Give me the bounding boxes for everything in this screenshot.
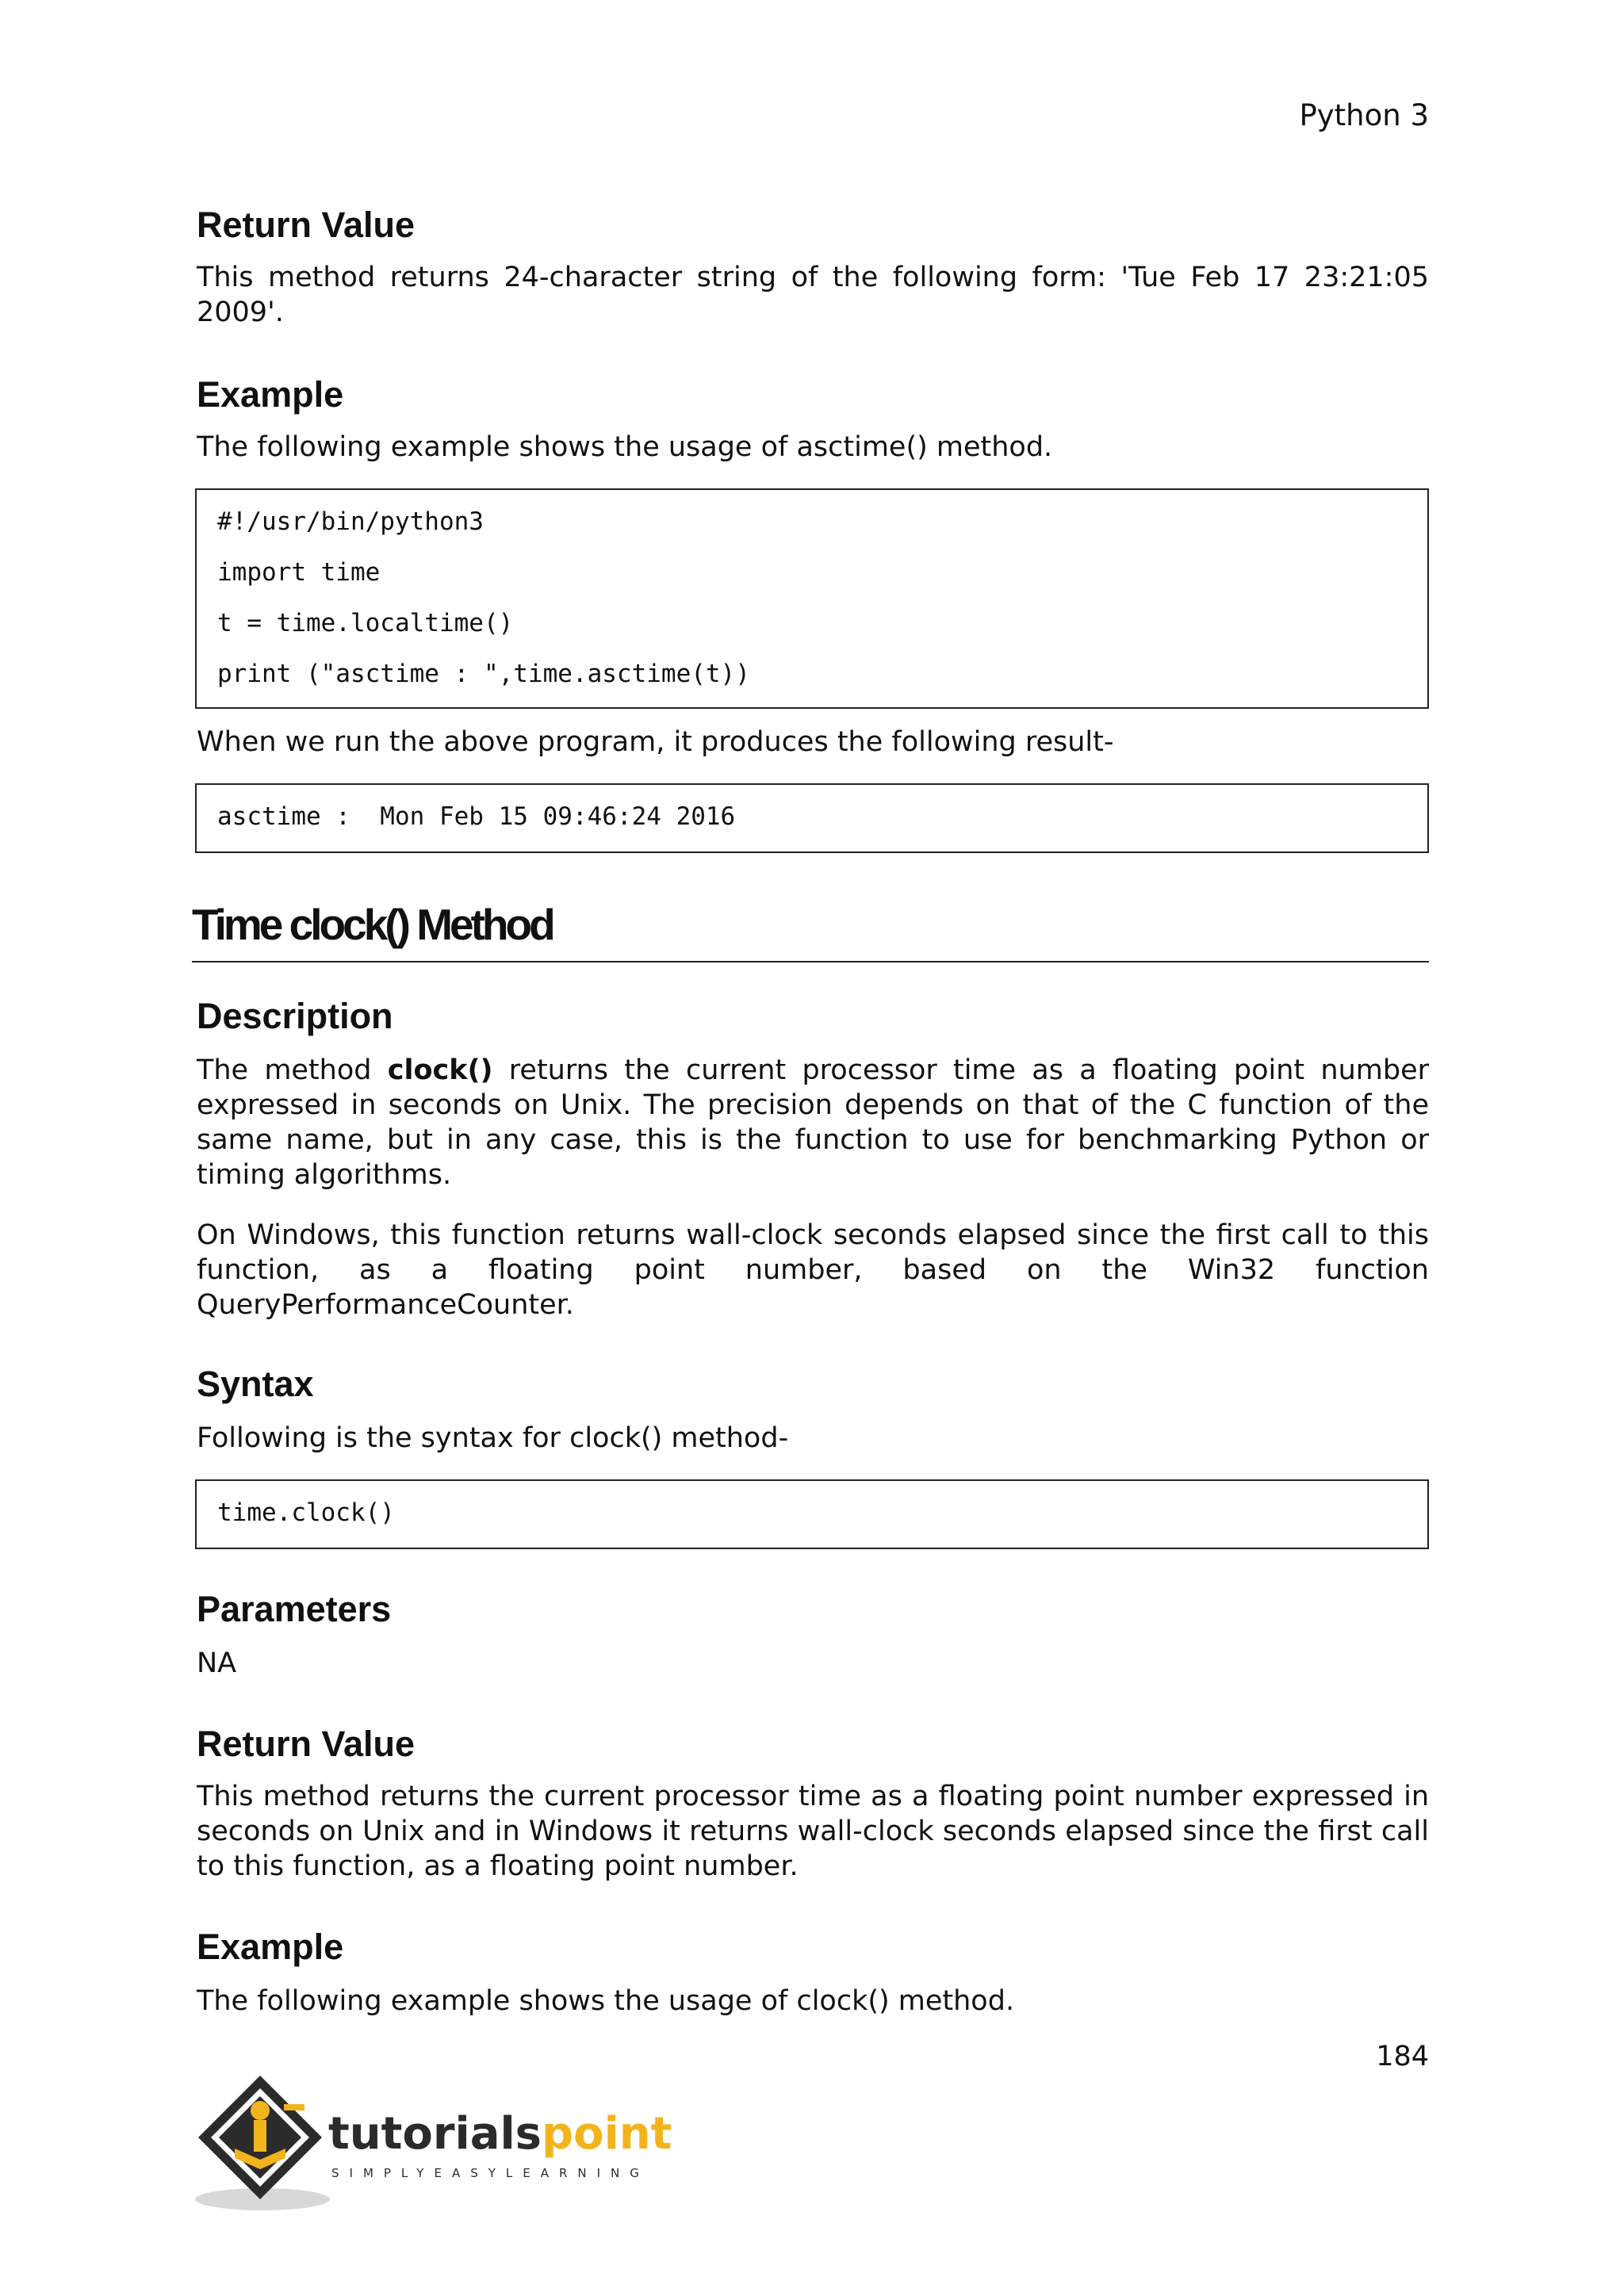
syntax-text: Following is the syntax for clock() method- (197, 1422, 789, 1454)
example-heading: Example (197, 374, 344, 415)
logo-wordmark: tutorialspoint (328, 2108, 672, 2160)
code-line: t = time.localtime() (217, 609, 514, 637)
description-paragraph-2: On Windows, this function returns wall-clock seconds elapsed since the first call to this function, as a floating point number, based on the Win32 function QueryPerformanceCounter. (197, 1219, 1429, 1321)
example-heading-2: Example (197, 1927, 344, 1967)
description-heading: Description (197, 996, 393, 1036)
logo-tagline: SIMPLYEASYLEARNING (331, 2166, 649, 2180)
description-paragraph-1: The method clock() returns the current processor time as a floating point number expressed in seconds on Unix. The precision depends on that of the C function of the same name, but in any case, this is the function to use for benchmarking Python or timing algorithms. (197, 1054, 1429, 1191)
return-value-text-2: This method returns the current processor time as a floating point number expressed in seconds on Unix and in Windows it returns wall-clock seconds elapsed since the first call to this function, as a floating point number. (197, 1781, 1429, 1882)
syntax-code-line: time.clock() (217, 1498, 395, 1527)
code-line: print ("asctime : ",time.asctime(t)) (217, 660, 750, 688)
page-number: 184 (1376, 2041, 1429, 2072)
parameters-text: NA (197, 1647, 237, 1679)
syntax-code-block (195, 1479, 1429, 1549)
result-intro: When we run the above program, it produces the following result- (197, 726, 1114, 758)
clock-method-name: clock() (387, 1054, 493, 1086)
return-value-heading: Return Value (197, 205, 416, 245)
return-value-text: This method returns 24-character string of the following form: 'Tue Feb 17 23:21:05 2009'. (197, 262, 1429, 328)
running-head: Python 3 (1299, 98, 1429, 132)
code-line: #!/usr/bin/python3 (217, 507, 484, 536)
result-line: asctime : Mon Feb 15 09:46:24 2016 (217, 802, 736, 831)
tutorialspoint-logo (195, 2072, 672, 2215)
example-text-2: The following example shows the usage of clock() method. (197, 1985, 1015, 2017)
example-text: The following example shows the usage of asctime() method. (197, 431, 1053, 463)
section-title: Time clock() Method (192, 899, 1429, 962)
code-line: import time (217, 558, 381, 587)
return-value-heading-2: Return Value (197, 1724, 416, 1764)
code-block (195, 488, 1429, 709)
syntax-heading: Syntax (197, 1364, 314, 1404)
logo-diamond-icon (198, 2076, 322, 2199)
parameters-heading: Parameters (197, 1589, 392, 1629)
result-block (195, 783, 1429, 853)
